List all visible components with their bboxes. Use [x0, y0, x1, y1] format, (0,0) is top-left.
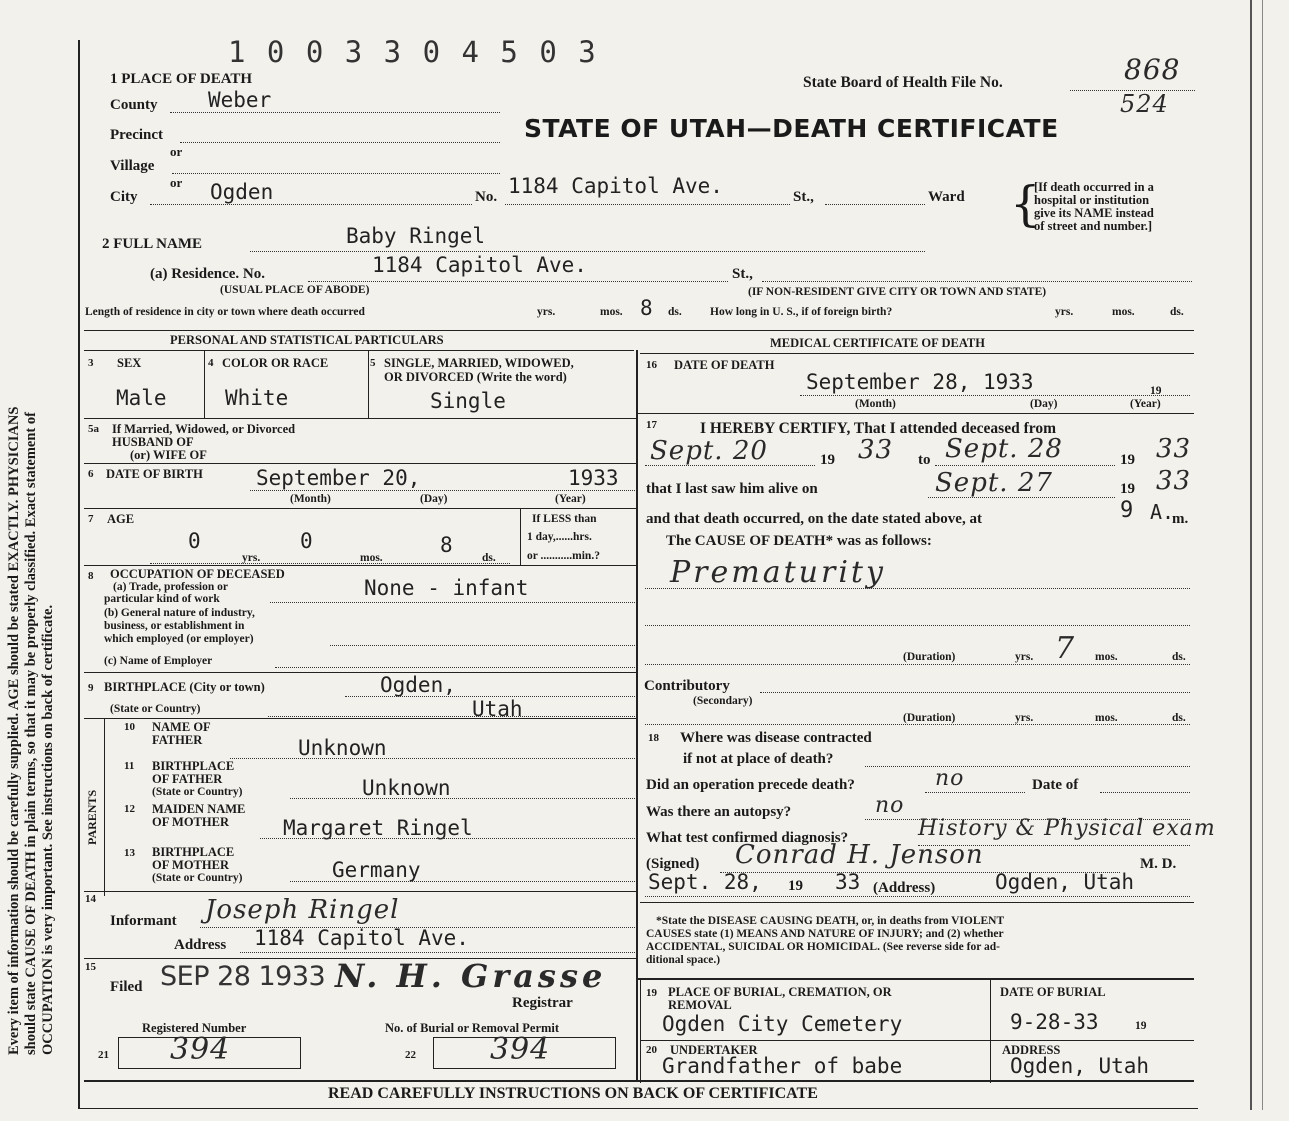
birthplace-city: Ogden,	[380, 673, 456, 697]
note-1: *State the DISEASE CAUSING DEATH, or, in deaths from VIOLENT	[656, 915, 1005, 927]
age-ds: 8	[440, 533, 453, 557]
how-long-label: How long in U. S., if of foreign birth?	[710, 306, 893, 318]
race-label: COLOR OR RACE	[222, 356, 329, 370]
margin-note-3: OCCUPATION is very important. See instructions on back of certificate.	[40, 604, 56, 1055]
full-name-value: Baby Ringel	[346, 224, 486, 248]
cause-value: Prematurity	[670, 555, 886, 590]
hospital-note-4: of street and number.]	[1034, 219, 1153, 233]
hospital-note-2: hospital or institution	[1034, 193, 1150, 207]
county-value: Weber	[208, 88, 272, 112]
city-label: City	[110, 189, 138, 205]
left-border	[78, 40, 80, 1108]
age-mos: 0	[300, 529, 313, 553]
how-long-yrs: yrs.	[1055, 306, 1074, 318]
father-value: Unknown	[298, 736, 387, 760]
physician-signature: Conrad H. Jenson	[735, 840, 984, 870]
length-days: 8	[640, 296, 653, 320]
undertaker-address-label: ADDRESS	[1002, 1043, 1061, 1057]
informant-label: Informant	[110, 913, 177, 929]
spouse-label-1: If Married, Widowed, or Divorced	[112, 422, 296, 436]
test-label: What test confirmed diagnosis?	[646, 830, 849, 846]
note-2: CAUSES state (1) MEANS AND NATURE OF INJURY; and (2) whether	[646, 928, 1004, 940]
occupation-value: None - infant	[364, 576, 529, 600]
where-contracted-2: if not at place of death?	[683, 751, 834, 767]
residence-st-label: St.,	[732, 266, 753, 282]
state-title: STATE OF UTAH—DEATH CERTIFICATE	[524, 114, 1059, 143]
st-label: St.,	[793, 189, 814, 205]
informant-address: 1184 Capitol Ave.	[254, 926, 469, 950]
board-file-number-2: 524	[1120, 90, 1169, 118]
signed-label: (Signed)	[646, 856, 700, 872]
death-certificate: Every item of information should be carefully supplied. AGE should be stated EXACTLY. PHYSICIANS should state CAUSE OF DEATH in plain terms, so that it may be properly classified. Exact statement of OCCUPATION is very important. See instructions on back of certificate. 1 0 0 3 3 0 4 5 0 3 State Board of Health File No. 868 524 STATE OF UTAH—DEATH CERTIFICATE 1 PLACE OF DEATH County Weber Precinct or Village or City Ogden No. 1184 Capitol Ave. St., Ward { [If death occurred in a hospital or institution give its NAME instead of street and number.] 2 FULL NAME Baby Ringel (a) Residence. No. 1184 Capitol Ave. St., (USUAL PLACE OF ABODE) (IF NON-RESIDENT GIVE CITY OR TOWN AND STATE) Length of residence in city or town where death occurred yrs. mos. 8 ds. How long in U. S., if of foreign birth? yrs. mos. ds. PERSONAL AND STATISTICAL PARTICULARS MEDICAL CERTIFICATE OF DEATH 3 SEX Male 4 COLOR OR RACE White 5 SINGLE, MARRIED, WIDOWED, OR DIVORCED (Write the word) Single 5a If Married, Widowed, or Divorced HUSBAND OF (or) WIFE OF 6 DATE OF BIRTH September 20, 1933 (Month) (Day) (Year) 7 AGE 0 yrs. 0 mos. 8 ds. If LESS than 1 day,......hrs. or ...........min.? 8 OCCUPATION OF DECEASED (a) Trade, profession or particular kind of work None - infant (b) General nature of industry, business, or establishment in which employed (or employer) (c) Name of Employer 9 BIRTHPLACE (City or town) Ogden, (State or Country) Utah PARENTS 10 NAME OF FATHER Unknown 11 BIRTHPLACE OF FATHER (State or Country) Unknown 12 MAIDEN NAME OF MOTHER Margaret Ringel 13 BIRTHPLACE OF MOTHER (State or Country) Germany 14 Informant Joseph Ringel Address 1184 Capitol Ave. 15 Filed SEP 28 1933 N. H. Grasse Registrar Registered Number No. of Burial or Removal Permit 21 394 22 394 16 DATE OF DEATH September 28, 1933 19 (Month) (Day) (Year) 17 I HEREBY CERTIFY, That I attended deceased from Sept. 20 19 33 to Sept. 28 19 33 that I last saw him alive on Sept. 27 19 33 and that death occurred, on the date stated above, at 9 A. m. The CAUSE OF DEATH* was as follows: Prematurity (Duration) yrs. 7 mos. ds. Contributory (Secondary) (Duration) yrs. mos. ds. 18 Where was disease contracted if not at place of death? Did an operation precede death? no Date of Was there an autopsy? no What test confirmed diagnosis? History & Physical exam (Signed) Conrad H. Jenson M. D. Sept. 28, 19 33 (Address) Ogden, Utah *State the DISEASE CAUSING DEATH, or, in deaths from VIOLENT CAUSES state (1) MEANS AND NATURE OF INJURY; and (2) whether ACCIDENTAL, SUICIDAL OR HOMICIDAL. (See reverse side for ad- ditional space.) 19 PLACE OF BURIAL, CREMATION, OR REMOVAL Ogden City Cemetery DATE OF BURIAL 9-28-33 19 20 UNDERTAKER Grandfather of babe ADDRESS Ogden, Utah READ CAREFULLY INSTRUCTIONS ON BACK OF CERTIFICATE	[0, 0, 1289, 1121]
duration-mos: 7	[1055, 631, 1076, 666]
burial-num-value: 394	[490, 1032, 551, 1067]
note-3: ACCIDENTAL, SUICIDAL OR HOMICIDAL. (See reverse side for ad-	[646, 941, 1000, 953]
undertaker-address: Ogden, Utah	[1010, 1054, 1150, 1078]
length-ds-label: ds.	[668, 306, 682, 318]
undertaker-value: Grandfather of babe	[662, 1054, 903, 1078]
age-yrs: 0	[188, 529, 201, 553]
to-year: 33	[1156, 434, 1192, 464]
last-saw-date: Sept. 27	[935, 468, 1053, 498]
residence-value: 1184 Capitol Ave.	[372, 253, 587, 277]
hospital-note-1: [If death occurred in a	[1034, 180, 1154, 194]
contributory-label: Contributory	[644, 678, 730, 694]
age-label: AGE	[107, 512, 135, 526]
spouse-label-2: HUSBAND OF	[112, 435, 194, 449]
reg-num-value: 394	[170, 1032, 231, 1067]
mother-value: Margaret Ringel	[283, 816, 473, 840]
sign-year: 33	[835, 870, 861, 894]
from-year: 33	[858, 435, 894, 465]
dob-year: 1933	[568, 466, 619, 490]
or-2: or	[170, 175, 183, 190]
city-value: Ogden	[210, 180, 274, 204]
test-value: History & Physical exam	[918, 816, 1216, 841]
to-date: Sept. 28	[945, 434, 1063, 464]
length-yrs-label: yrs.	[537, 306, 556, 318]
filed-date-stamp: SEP 28 1933	[160, 961, 326, 992]
sign-date: Sept. 28,	[648, 870, 762, 894]
margin-note-2: should state CAUSE OF DEATH in plain terms, so that it may be properly classified. Exact statement of	[23, 412, 39, 1055]
county-label: County	[110, 97, 158, 113]
dob-month-day: September 20,	[256, 466, 421, 490]
father-birthplace: Unknown	[362, 776, 451, 800]
hospital-note-3: give its NAME instead	[1034, 206, 1154, 220]
how-long-ds: ds.	[1170, 306, 1184, 318]
autopsy-label: Was there an autopsy?	[646, 804, 792, 820]
how-long-mos: mos.	[1112, 306, 1135, 318]
personal-heading: PERSONAL AND STATISTICAL PARTICULARS	[170, 333, 444, 347]
bottom-border	[78, 1108, 1198, 1109]
serial-number: 1 0 0 3 3 0 4 5 0 3	[228, 35, 598, 69]
certify-text: I HEREBY CERTIFY, That I attended deceased from	[700, 420, 1056, 437]
registrar-signature: N. H. Grasse	[335, 957, 607, 995]
center-divider	[636, 350, 638, 1080]
village-label: Village	[110, 158, 155, 174]
birthplace-state: Utah	[472, 697, 523, 721]
marital-label-1: SINGLE, MARRIED, WIDOWED,	[384, 356, 574, 370]
reg-num-label: Registered Number	[142, 1021, 247, 1035]
hospital-bracket: {	[1010, 176, 1041, 232]
mother-birthplace: Germany	[332, 858, 421, 882]
burial-place-label-1: PLACE OF BURIAL, CREMATION, OR	[668, 985, 892, 999]
footer-instructions: READ CAREFULLY INSTRUCTIONS ON BACK OF CERTIFICATE	[328, 1085, 818, 1102]
board-file-number: 868	[1124, 53, 1181, 86]
street-value: 1184 Capitol Ave.	[508, 174, 723, 198]
birthplace-label: BIRTHPLACE (City or town)	[104, 680, 265, 694]
board-file-label: State Board of Health File No.	[803, 74, 1003, 91]
undertaker-label: UNDERTAKER	[670, 1043, 758, 1057]
burial-num-label: No. of Burial or Removal Permit	[385, 1021, 560, 1035]
right-border-2	[1262, 0, 1263, 1110]
residence-label: (a) Residence. No.	[150, 266, 265, 282]
dod-label: DATE OF DEATH	[674, 358, 775, 372]
operation-value: no	[935, 766, 965, 791]
abode-label: (USUAL PLACE OF ABODE)	[220, 284, 370, 296]
length-label: Length of residence in city or town where death occurred	[85, 306, 365, 318]
where-contracted-1: Where was disease contracted	[680, 730, 872, 746]
ward-label: Ward	[928, 189, 965, 205]
marital-label-2: OR DIVORCED (Write the word)	[384, 370, 567, 384]
note-4: ditional space.)	[646, 954, 721, 966]
parents-label: PARENTS	[85, 789, 99, 845]
no-label: No.	[475, 189, 498, 205]
burial-date-label: DATE OF BURIAL	[1000, 985, 1106, 999]
operation-label: Did an operation precede death?	[646, 777, 855, 793]
death-occurred-text: and that death occurred, on the date stated above, at	[646, 511, 982, 527]
physician-address: Ogden, Utah	[995, 870, 1135, 894]
dob-label: DATE OF BIRTH	[106, 467, 203, 481]
last-saw-text: that I last saw him alive on	[646, 481, 818, 497]
informant-address-label: Address	[174, 937, 227, 953]
occupation-label: OCCUPATION OF DECEASED	[110, 567, 285, 581]
race-value: White	[225, 386, 289, 410]
sex-value: Male	[116, 386, 167, 410]
burial-date-value: 9-28-33	[1010, 1010, 1099, 1034]
precinct-label: Precinct	[110, 127, 164, 143]
last-saw-year: 33	[1156, 466, 1192, 496]
filed-label: Filed	[110, 979, 143, 995]
sex-label: SEX	[117, 356, 142, 370]
informant-value: Joseph Ringel	[205, 895, 400, 925]
spouse-label-3: (or) WIFE OF	[130, 448, 207, 462]
margin-note-1: Every item of information should be carefully supplied. AGE should be stated EXACTLY. PHYSICIANS	[6, 406, 22, 1055]
death-time: 9	[1120, 498, 1134, 523]
cause-label: The CAUSE OF DEATH* was as follows:	[666, 533, 932, 549]
medical-heading: MEDICAL CERTIFICATE OF DEATH	[770, 336, 985, 350]
right-border	[1250, 0, 1252, 1110]
length-mos-label: mos.	[600, 306, 623, 318]
autopsy-value: no	[875, 793, 905, 818]
dod-value: September 28, 1933	[806, 370, 1034, 394]
nonresident-label: (IF NON-RESIDENT GIVE CITY OR TOWN AND STATE)	[748, 286, 1047, 298]
burial-place-value: Ogden City Cemetery	[662, 1012, 903, 1036]
full-name-label: 2 FULL NAME	[102, 236, 203, 252]
marital-value: Single	[430, 389, 506, 413]
or-1: or	[170, 144, 183, 159]
from-date: Sept. 20	[650, 436, 768, 466]
burial-place-label-2: REMOVAL	[668, 998, 732, 1012]
place-heading: 1 PLACE OF DEATH	[110, 71, 253, 87]
registrar-label: Registrar	[512, 995, 573, 1011]
